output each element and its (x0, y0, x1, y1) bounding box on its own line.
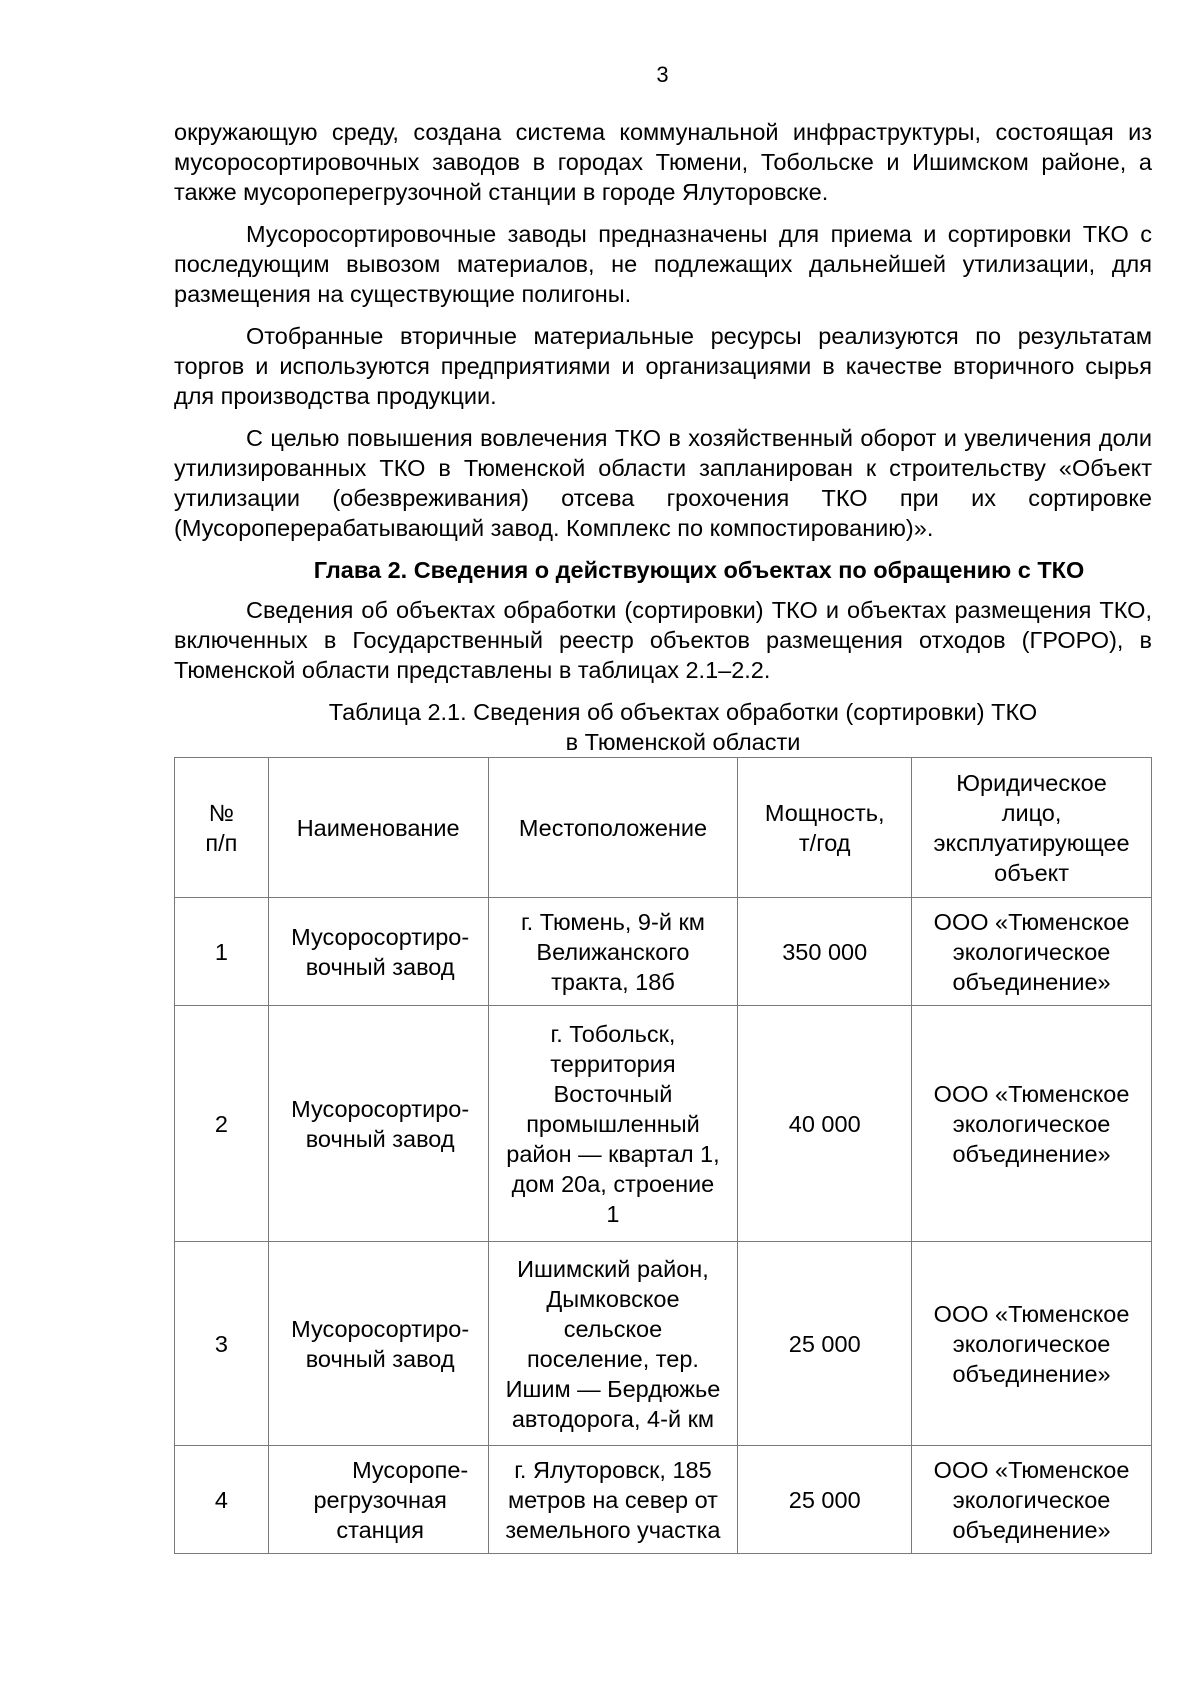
table-header-row (175, 758, 1152, 898)
table-row (175, 1446, 1152, 1554)
cell-entity-line: ООО «Тюменское (933, 908, 1130, 935)
paragraph-1: окружающую среду, создана система коммунальной инфраструктуры, состоящая из мусоросортировочных заводов в городах Тюмени, Тобольске и Ишимском районе, а также мусороперегрузочной станции в городе Ялуторовске. (174, 119, 1152, 205)
cell-location-line: тракта, 18б (551, 968, 675, 995)
header-entity-line-1: Юридическое (956, 769, 1107, 796)
document-body (174, 117, 1152, 1554)
cell-entity (912, 1242, 1152, 1446)
cell-entity-line: объединение» (952, 1360, 1111, 1387)
cell-location-line: автодорога, 4-й км (511, 1405, 715, 1432)
table-caption-line-1: Таблица 2.1. Сведения об объектах обработки (сортировки) ТКО (328, 699, 1038, 725)
cell-location-line: Ишим — Бердюжье (505, 1375, 721, 1402)
cell-location-line: сельское (563, 1315, 663, 1342)
header-capacity-line-1: Мощность, (764, 799, 885, 826)
table-caption (174, 697, 1152, 757)
chapter-title: Глава 2. Сведения о действующих объектах по обращению с ТКО (313, 557, 1085, 583)
header-entity-line-3: эксплуатирующее (933, 829, 1130, 856)
table-row (175, 1242, 1152, 1446)
cell-name (268, 1446, 488, 1554)
paragraph-4: С целью повышения вовлечения ТКО в хозяйственный оборот и увеличения доли утилизированных ТКО в Тюменской области запланирован к строительству «Объект утилизации (обезвреживания) отсева грохочения ТКО при их сортировке (Мусороперерабатывающий завод. Комплекс по компостированию)». (174, 425, 1152, 541)
cell-entity-line: экологическое (952, 1110, 1111, 1137)
cell-number: 3 (175, 1242, 269, 1446)
cell-location (488, 1006, 738, 1242)
table-caption-line-2: в Тюменской области (565, 729, 801, 755)
cell-capacity: 25 000 (738, 1446, 912, 1554)
cell-location-line: г. Тобольск, (550, 1020, 676, 1047)
cell-capacity: 25 000 (738, 1242, 912, 1446)
cell-entity (912, 1446, 1152, 1554)
cell-entity-line: объединение» (952, 1140, 1111, 1167)
header-number (175, 758, 269, 898)
header-name: Наименование (268, 758, 488, 898)
table-row (175, 1006, 1152, 1242)
cell-name (268, 1242, 488, 1446)
cell-location-line: промышленный (526, 1110, 700, 1137)
cell-name (268, 1006, 488, 1242)
cell-name-line: регрузочная (313, 1486, 447, 1513)
cell-name-line: Мусоросортиро- (291, 923, 470, 950)
cell-entity (912, 898, 1152, 1006)
cell-location-line: Велижанского (536, 938, 690, 965)
cell-name-line: вочный завод (305, 1345, 455, 1372)
cell-entity-line: объединение» (952, 968, 1111, 995)
paragraph-2: Мусоросортировочные заводы предназначены для приема и сортировки ТКО с последующим вывозом материалов, не подлежащих дальнейшей утилизации, для размещения на существующие полигоны. (174, 221, 1152, 307)
cell-location-line: г. Тюмень, 9-й км (520, 908, 705, 935)
cell-location (488, 1242, 738, 1446)
header-location: Местоположение (488, 758, 738, 898)
cell-name (268, 898, 488, 1006)
cell-location-line: Восточный (553, 1080, 673, 1107)
cell-location (488, 898, 738, 1006)
cell-location-line: поселение, тер. (526, 1345, 699, 1372)
cell-location-line: 1 (606, 1200, 620, 1227)
cell-entity-line: ООО «Тюменское (933, 1080, 1130, 1107)
cell-name-line: станция (336, 1516, 424, 1543)
header-number-line-1: № (208, 799, 234, 826)
header-number-line-2: п/п (205, 829, 238, 856)
cell-capacity: 350 000 (738, 898, 912, 1006)
cell-location-line: район — квартал 1, (506, 1140, 720, 1167)
cell-name-line: Мусоросортиро- (291, 1315, 470, 1342)
cell-entity-line: ООО «Тюменское (933, 1456, 1130, 1483)
cell-capacity: 40 000 (738, 1006, 912, 1242)
cell-location-line: дом 20а, строение (511, 1170, 715, 1197)
cell-number: 4 (175, 1446, 269, 1554)
cell-entity (912, 1006, 1152, 1242)
cell-location-line: Ишимский район, (517, 1255, 709, 1282)
paragraph-3: Отобранные вторичные материальные ресурсы реализуются по результатам торгов и используются предприятиями и организациями в качестве вторичного сырья для производства продукции. (174, 323, 1152, 409)
cell-name-line: Мусоропе- (352, 1456, 469, 1483)
cell-entity-line: экологическое (952, 1330, 1111, 1357)
cell-entity-line: экологическое (952, 938, 1111, 965)
chapter-intro: Сведения об объектах обработки (сортировки) ТКО и объектах размещения ТКО, включенных в Государственный реестр объектов размещения отходов (ГРОРО), в Тюменской области представлены в таблицах 2.1–2.2. (174, 597, 1152, 683)
page-number: 3 (656, 62, 669, 87)
cell-location-line: г. Ялуторовск, 185 (514, 1456, 712, 1483)
table-row (175, 898, 1152, 1006)
header-entity-line-4: объект (994, 859, 1069, 886)
cell-name-line: вочный завод (305, 953, 455, 980)
cell-entity-line: ООО «Тюменское (933, 1300, 1130, 1327)
header-capacity (738, 758, 912, 898)
header-capacity-line-2: т/год (798, 829, 851, 856)
cell-number: 1 (175, 898, 269, 1006)
cell-location-line: Дымковское (546, 1285, 680, 1312)
cell-location-line: земельного участка (505, 1516, 721, 1543)
cell-location-line: метров на север от (507, 1486, 718, 1513)
facilities-table (174, 757, 1152, 1554)
header-entity (912, 758, 1152, 898)
cell-name-line: Мусоросортиро- (291, 1095, 470, 1122)
cell-name-line: вочный завод (305, 1125, 455, 1152)
cell-location (488, 1446, 738, 1554)
cell-location-line: территория (550, 1050, 676, 1077)
header-entity-line-2: лицо, (1001, 799, 1062, 826)
cell-number: 2 (175, 1006, 269, 1242)
cell-entity-line: экологическое (952, 1486, 1111, 1513)
cell-entity-line: объединение» (952, 1516, 1111, 1543)
